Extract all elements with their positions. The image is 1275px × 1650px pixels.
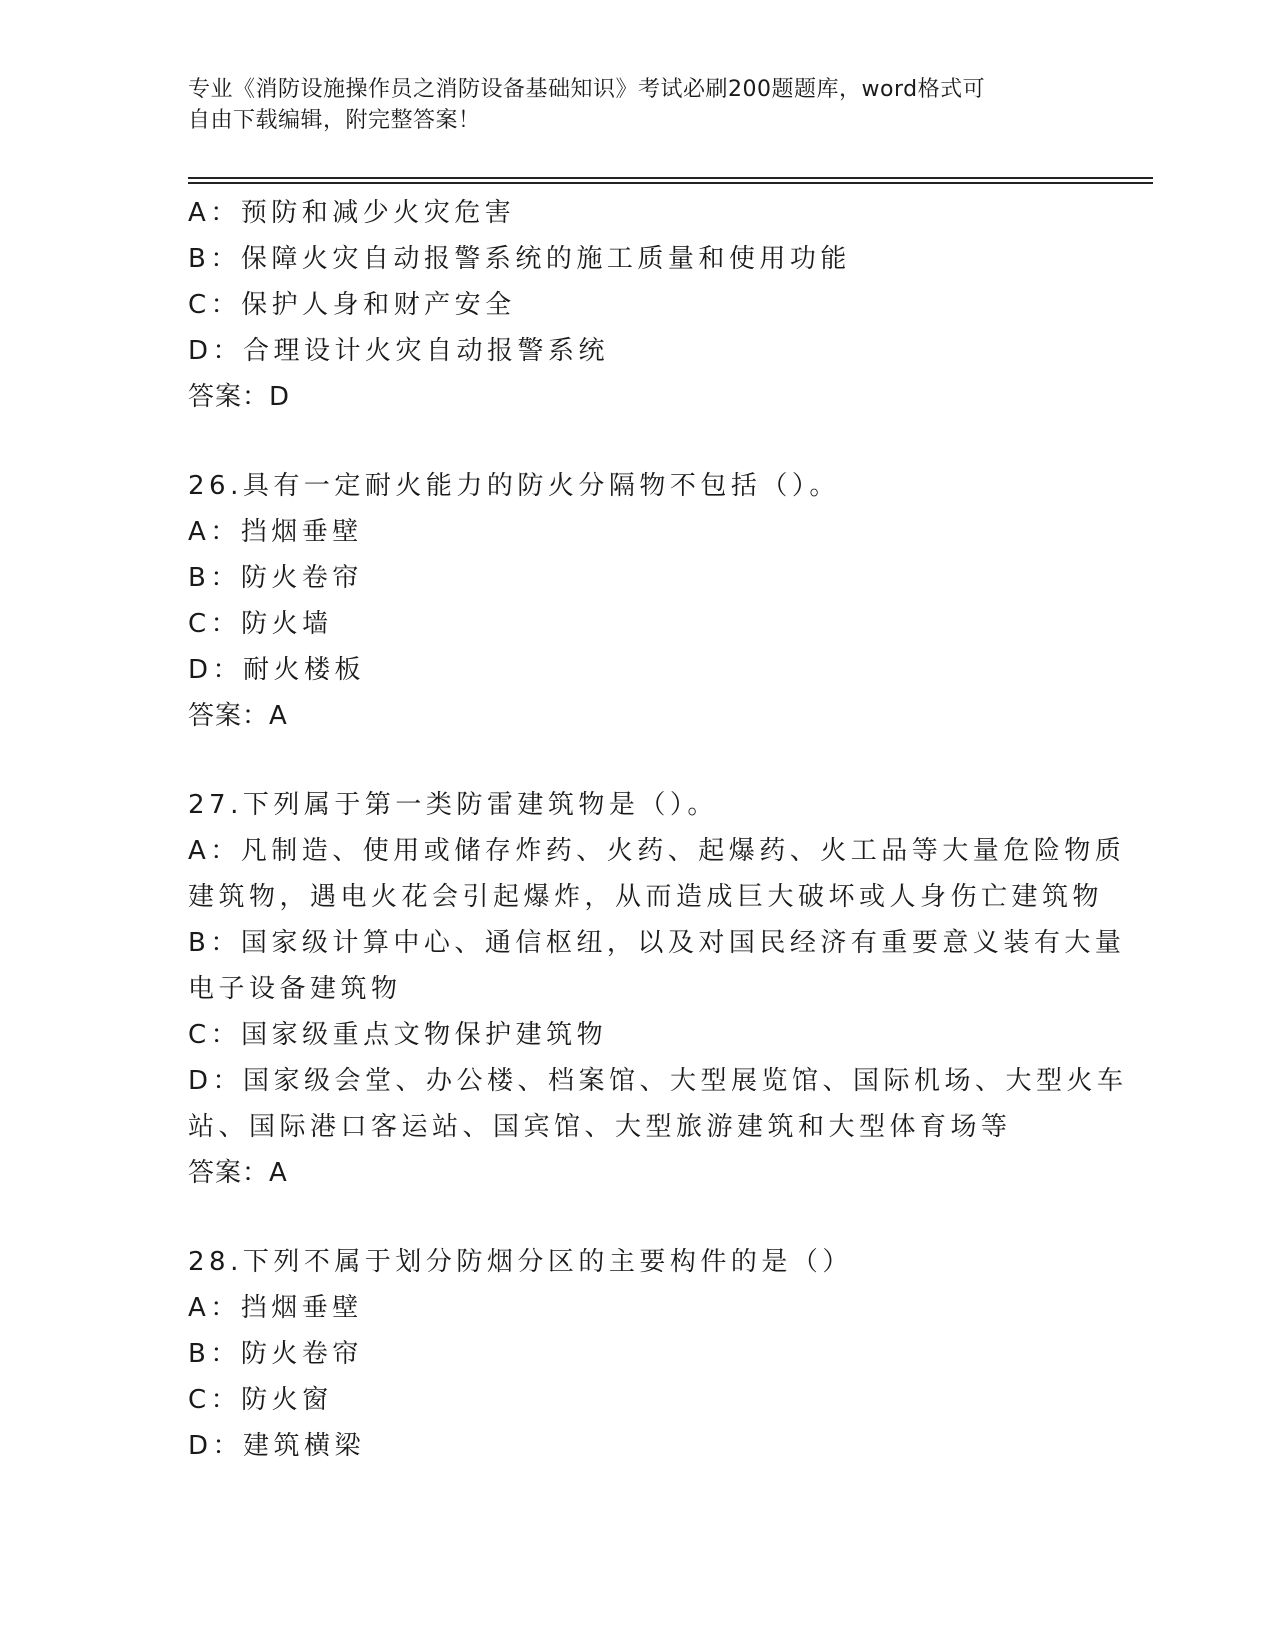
spacer [188,739,1088,782]
q28-option-b: B：防火卷帘 [188,1339,363,1369]
q28-option-c: C：防火窗 [188,1385,333,1415]
q25-option-d: D：合理设计火灾自动报警系统 [188,336,610,366]
q25-answer: 答案：D [188,382,291,412]
document-header [188,74,1088,136]
q27-option-a-line-2: 建筑物，遇电火花会引起爆炸，从而造成巨大破坏或人身伤亡建筑物 [188,882,1104,912]
header-line-1: 专业《消防设施操作员之消防设备基础知识》考试必刷200题题库，word格式可 [188,77,986,102]
q28-stem: 28.下列不属于划分防烟分区的主要构件的是（） [188,1247,853,1277]
q27-option-d-line-1: D：国家级会堂、办公楼、档案馆、大型展览馆、国际机场、大型火车 [188,1066,1128,1096]
q27-answer: 答案：A [188,1158,288,1188]
question-26-block [188,463,1088,739]
q26-stem: 26.具有一定耐火能力的防火分隔物不包括（）。 [188,471,840,501]
question-27-block [188,782,1128,1196]
q27-option-b-line-1: B：国家级计算中心、通信枢纽，以及对国民经济有重要意义装有大量 [188,928,1126,958]
q26-option-a: A：挡烟垂壁 [188,517,363,547]
q28-option-a: A：挡烟垂壁 [188,1293,363,1323]
q27-option-c: C：国家级重点文物保护建筑物 [188,1020,608,1050]
q28-option-d: D：建筑横梁 [188,1431,366,1461]
header-line-2: 自由下载编辑，附完整答案！ [188,108,481,133]
question-28-block [188,1239,1088,1469]
header-rule-bottom [188,182,1153,184]
question-list [188,190,1128,1469]
spacer [188,420,1088,463]
q27-option-b-line-2: 电子设备建筑物 [188,974,402,1004]
header-rule-top [188,177,1153,179]
spacer [188,1196,1088,1239]
q26-option-d: D：耐火楼板 [188,655,366,685]
q25-option-c: C：保护人身和财产安全 [188,290,516,320]
q27-option-a-line-1: A：凡制造、使用或储存炸药、火药、起爆药、火工品等大量危险物质 [188,836,1126,866]
question-25-block [188,190,1088,420]
q25-option-b: B：保障火灾自动报警系统的施工质量和使用功能 [188,244,851,274]
q27-option-d-line-2: 站、国际港口客运站、国宾馆、大型旅游建筑和大型体育场等 [188,1112,1012,1142]
q25-option-a: A：预防和减少火灾危害 [188,198,516,228]
q26-option-b: B：防火卷帘 [188,563,363,593]
q26-answer: 答案：A [188,701,288,731]
q27-stem: 27.下列属于第一类防雷建筑物是（）。 [188,790,718,820]
q26-option-c: C：防火墙 [188,609,333,639]
